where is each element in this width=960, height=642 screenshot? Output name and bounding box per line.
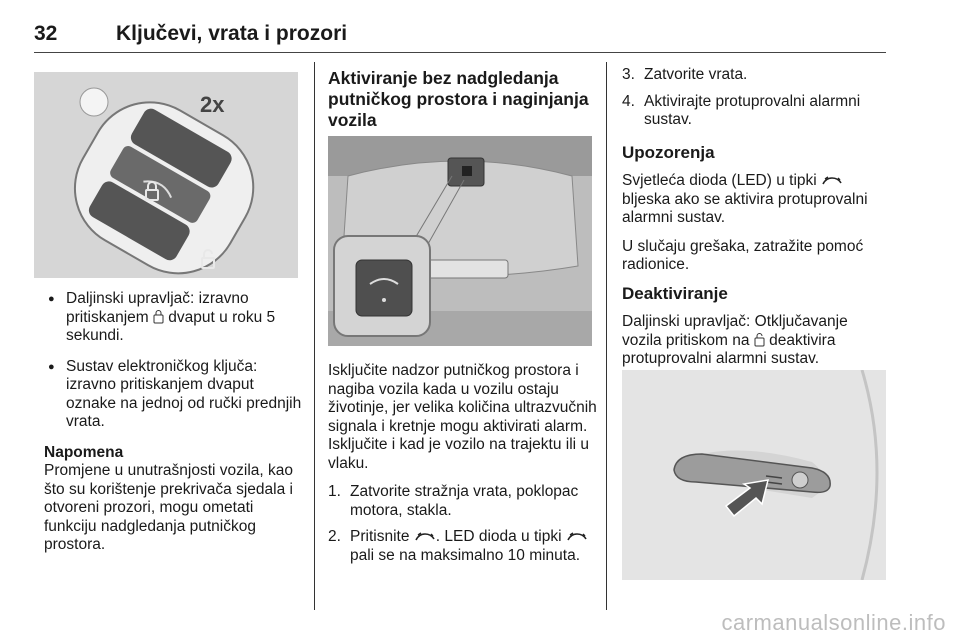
- warning-text-post: bljeska ako se aktivira protuprovalni alarmni sustav.: [622, 190, 868, 226]
- column-1: [44, 290, 302, 555]
- lock-icon: [153, 309, 164, 324]
- warnings-title: Upozorenja: [622, 142, 715, 162]
- remote-key-image: [34, 72, 298, 278]
- column-3: [622, 66, 886, 379]
- column-divider: [606, 62, 607, 610]
- deactivation-text-pre: Daljinski upravljač: Otključavanje vozila pritiskom na: [622, 313, 848, 349]
- page-title: Ključevi, vrata i prozori: [116, 22, 348, 45]
- list-item: [622, 66, 886, 85]
- step-number: 2.: [328, 528, 341, 545]
- door-handle-image: [622, 370, 886, 580]
- page-header: [34, 22, 886, 53]
- note-title: Napomena: [44, 443, 124, 461]
- list-item: ● Sustav elektroničkog ključa: izravno pritiskanjem dvaput oznake na jednoj od ručki prednjih vrata.: [44, 358, 302, 432]
- warning-paragraph: U slučaju grešaka, zatražite pomoć radionice.: [622, 237, 864, 273]
- watermark: carmanualsonline.info: [721, 610, 946, 635]
- step-number: 4.: [622, 92, 635, 110]
- list-item: [328, 528, 598, 565]
- step-text: Zatvorite stražnja vrata, poklopac motora, stakla.: [350, 483, 579, 519]
- step-text-pre: Pritisnite: [350, 528, 414, 545]
- warning-paragraph: [622, 172, 886, 228]
- bullet-text-post: dvaput u roku 5 sekundi.: [66, 308, 276, 344]
- car-tilt-icon: [566, 531, 588, 543]
- car-tilt-icon: [821, 175, 843, 187]
- step-text-mid: . LED dioda u tipki: [435, 528, 566, 545]
- step-text-post: pali se na maksimalno 10 minuta.: [350, 546, 581, 564]
- step-text: Aktivirajte protuprovalni alarmni sustav.: [644, 92, 861, 128]
- note-text: Promjene u unutrašnjosti vozila, kao što su korištenje prekrivača sjedala i otvoreni prozori, mogu ometati funkciju nadgledanja putničkog prostora.: [44, 462, 293, 553]
- bullet-text-pre: Daljinski upravljač: izravno pritiskanjem: [66, 290, 249, 326]
- list-item: [328, 483, 598, 520]
- body-paragraph: Isključite nadzor putničkog prostora i nagiba vozila kada u vozilu ostaju životinje, jer velika količina ultrazvučnih signala i kretnje mogu aktivirati alarm. Isključite i kad je vozilo na trajektu ili u vlaku.: [328, 362, 597, 472]
- step-number: 3.: [622, 66, 635, 83]
- column-divider: [314, 62, 315, 610]
- figure-label: 2x: [200, 92, 225, 117]
- list-item: [44, 290, 302, 346]
- interior-sensor-image: [328, 136, 592, 346]
- column-2: [328, 362, 598, 573]
- deactivation-paragraph: [622, 313, 886, 369]
- deactivation-title: Deaktiviranje: [622, 283, 728, 303]
- step-number: 1.: [328, 483, 341, 500]
- warning-text-pre: Svjetleća dioda (LED) u tipki: [622, 172, 822, 189]
- column-2-heading: [328, 68, 598, 145]
- list-item: [622, 93, 886, 130]
- unlock-icon: [754, 332, 765, 347]
- deactivation-text-post: deaktivira protuprovalni alarmni sustav.: [622, 331, 836, 367]
- page-number: 32: [34, 22, 58, 45]
- section-title: Aktiviranje bez nadgledanja putničkog prostora i naginjanja vozila: [328, 68, 589, 130]
- car-tilt-icon: [414, 531, 436, 543]
- step-text: Zatvorite vrata.: [644, 66, 748, 83]
